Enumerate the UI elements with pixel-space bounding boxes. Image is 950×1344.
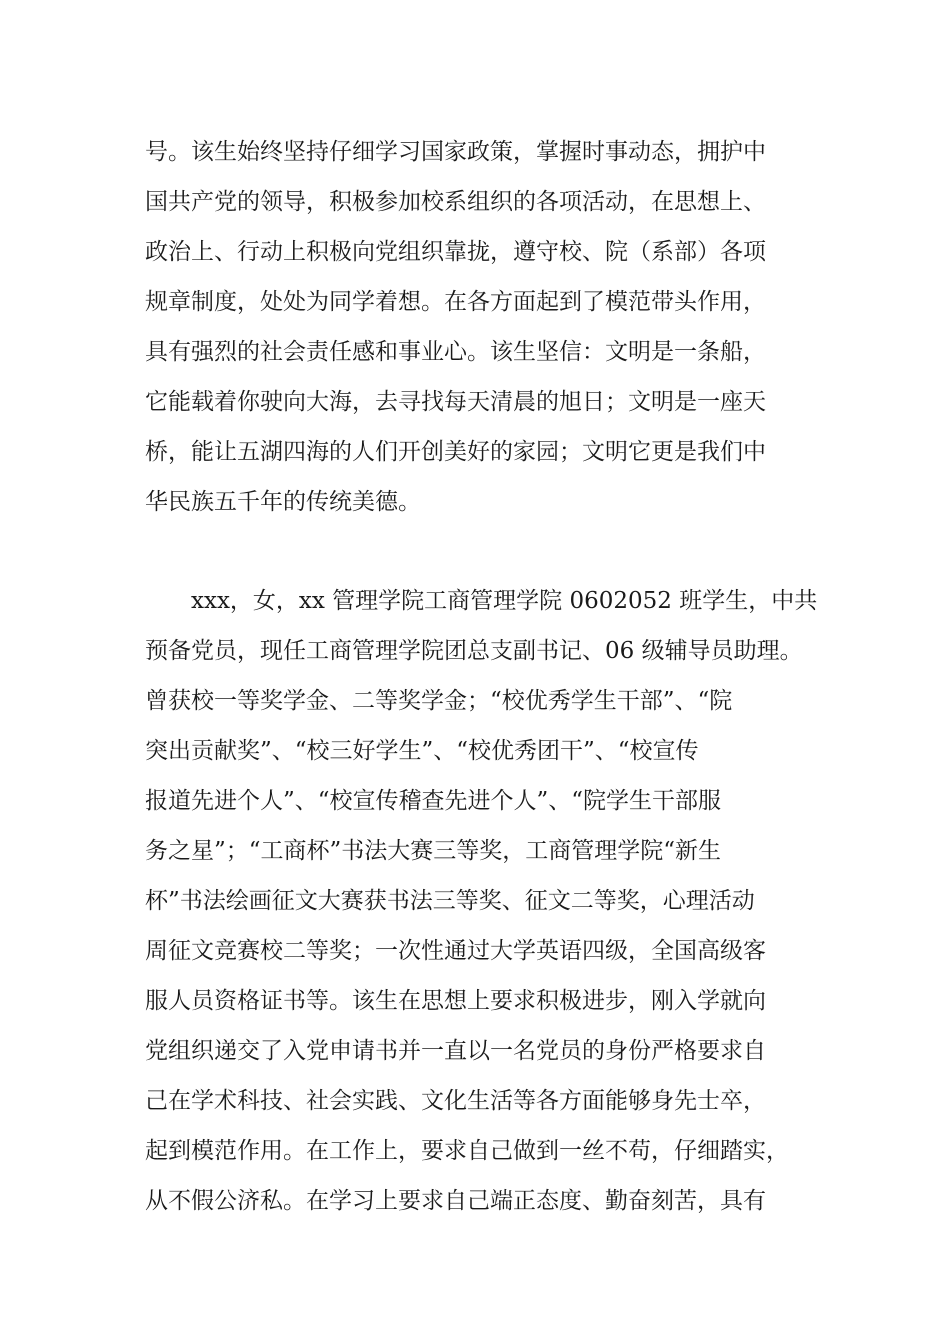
paragraph-line: 预备党员，现任工商管理学院团总支副书记、06 级辅导员助理。 [145,638,803,664]
paragraph-line: 从不假公济私。在学习上要求自己端正态度、勤奋刻苦，具有 [145,1188,766,1214]
paragraph-line: 规章制度，处处为同学着想。在各方面起到了模范带头作用， [145,289,766,315]
paragraph-line: 国共产党的领导，积极参加校系组织的各项活动，在思想上、 [145,189,766,215]
paragraph-line: 己在学术科技、社会实践、文化生活等各方面能够身先士卒， [145,1088,766,1114]
paragraph-line: 曾获校一等奖学金、二等奖学金；“校优秀学生干部”、“院 [145,688,733,714]
paragraph-line: 它能载着你驶向大海，去寻找每天清晨的旭日；文明是一座天 [145,389,766,415]
paragraph-line: 务之星”；“工商杯”书法大赛三等奖，工商管理学院“新生 [145,838,722,864]
paragraph-line: 政治上、行动上积极向党组织靠拢，遵守校、院（系部）各项 [145,239,766,265]
paragraph-line: 突出贡献奖”、“校三好学生”、“校优秀团干”、“校宣传 [145,738,699,764]
paragraph-line: 周征文竞赛校二等奖；一次性通过大学英语四级，全国高级客 [145,938,766,964]
paragraph-line: 具有强烈的社会责任感和事业心。该生坚信：文明是一条船， [145,339,766,365]
paragraph-line: 号。该生始终坚持仔细学习国家政策，掌握时事动态，拥护中 [145,139,766,165]
paragraph-line: 报道先进个人”、“校宣传稽查先进个人”、“院学生干部服 [145,788,722,814]
paragraph-line: 服人员资格证书等。该生在思想上要求积极进步，刚入学就向 [145,988,766,1014]
paragraph-line: 起到模范作用。在工作上，要求自己做到一丝不苟，仔细踏实， [145,1138,789,1164]
paragraph-line: 杯”书法绘画征文大赛获书法三等奖、征文二等奖，心理活动 [145,888,755,914]
paragraph-line: xxx，女，xx 管理学院工商管理学院 0602052 班学生，中共 [191,588,818,614]
paragraph-line: 华民族五千年的传统美德。 [145,489,421,515]
paragraph-line: 桥，能让五湖四海的人们开创美好的家园；文明它更是我们中 [145,439,766,465]
paragraph-line: 党组织递交了入党申请书并一直以一名党员的身份严格要求自 [145,1038,766,1064]
